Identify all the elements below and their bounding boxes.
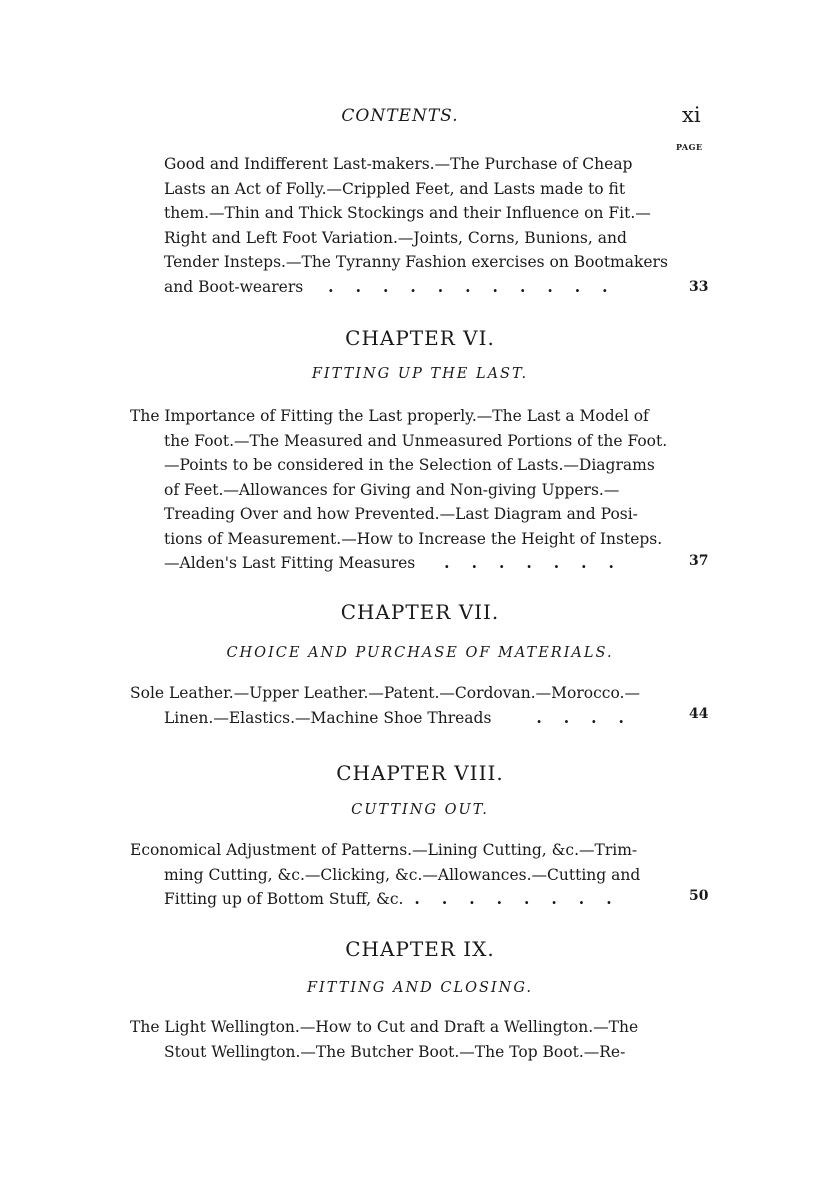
toc-page-number: 50	[689, 888, 709, 904]
chapter-subtitle: FITTING AND CLOSING.	[306, 980, 534, 996]
toc-line: Lasts an Act of Folly.—Crippled Feet, and Lasts made to fit	[164, 179, 626, 198]
dot-leaders: ...........	[328, 276, 630, 296]
toc-entry	[130, 404, 675, 576]
toc-line: Sole Leather.—Upper Leather.—Patent.—Cordovan.—Morocco.—	[130, 684, 640, 702]
toc-line: Economical Adjustment of Patterns.—Lining Cutting, &c.—Trim-	[130, 841, 638, 859]
toc-line-last: and Boot-wearers ...........	[164, 276, 630, 296]
toc-line: of Feet.—Allowances for Giving and Non-giving Uppers.—	[164, 480, 620, 499]
toc-line: Stout Wellington.—The Butcher Boot.—The Top Boot.—Re-	[164, 1042, 626, 1061]
toc-entry	[130, 1015, 675, 1064]
toc-page-number: 37	[689, 553, 709, 569]
chapter-subtitle: CUTTING OUT.	[351, 802, 489, 818]
toc-page-number: 33	[689, 279, 709, 295]
toc-line: ming Cutting, &c.—Clicking, &c.—Allowances.—Cutting and	[164, 865, 641, 884]
dot-leaders: ........	[414, 889, 634, 908]
toc-line-last: Linen.—Elastics.—Machine Shoe Threads ....	[164, 707, 646, 727]
chapter-heading: CHAPTER VII.	[340, 600, 500, 624]
toc-line: —Points to be considered in the Selection of Lasts.—Diagrams	[164, 456, 655, 474]
toc-line: The Light Wellington.—How to Cut and Draft a Wellington.—The	[130, 1018, 639, 1036]
toc-line: Tender Insteps.—The Tyranny Fashion exercises on Bootmakers	[164, 253, 668, 271]
toc-entry	[130, 681, 675, 730]
toc-entry-continued	[130, 152, 675, 299]
toc-line: The Importance of Fitting the Last properly.—The Last a Model of	[130, 407, 649, 425]
page-number: xi	[682, 103, 701, 127]
toc-entry	[130, 838, 675, 912]
chapter-heading: CHAPTER VI.	[345, 326, 495, 350]
chapter-subtitle: FITTING UP THE LAST.	[311, 366, 529, 382]
toc-line-last: —Alden's Last Fitting Measures .......	[164, 553, 636, 572]
toc-line: tions of Measurement.—How to Increase the Height of Insteps.	[164, 529, 663, 548]
toc-line: the Foot.—The Measured and Unmeasured Portions of the Foot.	[164, 431, 668, 450]
running-title: CONTENTS.	[341, 106, 459, 126]
chapter-heading: CHAPTER VIII.	[336, 761, 504, 785]
toc-line: them.—Thin and Thick Stockings and their Influence on Fit.—	[164, 204, 651, 222]
page-column-label: PAGE	[676, 142, 703, 152]
dot-leaders: .......	[444, 553, 636, 572]
chapter-subtitle: CHOICE AND PURCHASE OF MATERIALS.	[226, 645, 614, 661]
toc-line: Treading Over and how Prevented.—Last Diagram and Posi-	[164, 505, 638, 523]
toc-line: Good and Indifferent Last-makers.—The Purchase of Cheap	[164, 155, 633, 173]
toc-line: Right and Left Foot Variation.—Joints, Corns, Bunions, and	[164, 228, 627, 247]
dot-leaders: ....	[536, 707, 646, 727]
chapter-heading: CHAPTER IX.	[345, 937, 495, 961]
toc-page-number: 44	[689, 706, 709, 722]
toc-line-last: Fitting up of Bottom Stuff, &c. ........	[164, 889, 634, 908]
